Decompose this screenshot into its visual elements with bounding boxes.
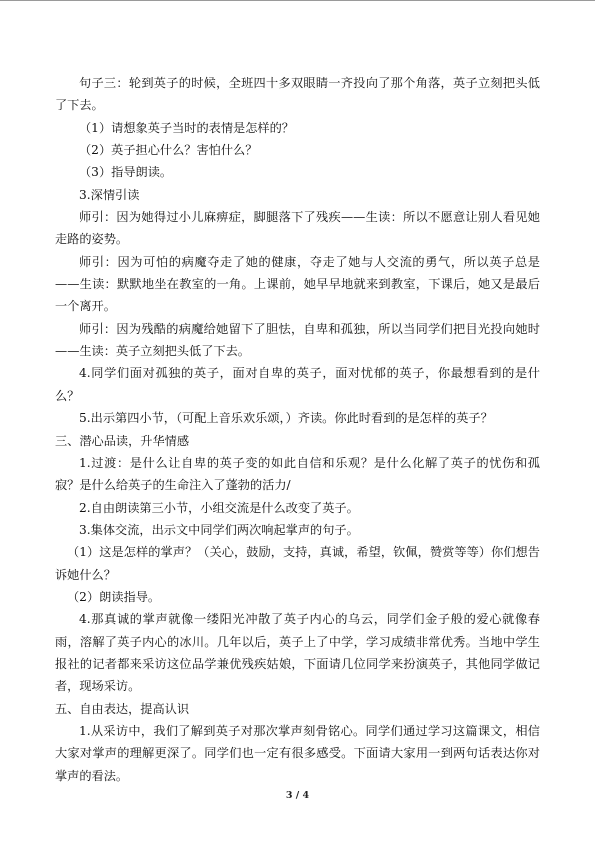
paragraph: （1）这是怎样的掌声？（关心，鼓励，支持，真诚，希望，钦佩，赞赏等等）你们想告诉她什么？	[55, 545, 540, 582]
section-heading: 三、潜心品读，升华情感	[55, 433, 190, 448]
paragraph: （1）请想象英子当时的表情是怎样的？	[79, 120, 294, 135]
paragraph: 4.同学们面对孤独的英子，面对自卑的英子，面对忧郁的英子，你最想看到的是什么？	[55, 366, 540, 403]
paragraph: （2）朗读指导。	[67, 589, 161, 604]
paragraph: 5.出示第四小节，（可配上音乐欢乐颂，）齐读。你此时看到的是怎样的英子？	[79, 411, 493, 426]
document-body	[55, 72, 540, 787]
paragraph: 师引：因为残酷的病魔给她留下了胆怯，自卑和孤独，所以当同学们把目光投向她时——生读：英子立刻把头低了下去。	[55, 321, 540, 359]
paragraph: 师引：因为她得过小儿麻痹症，脚腿落下了残疾——生读：所以不愿意让别人看见她走路的姿势。	[55, 210, 540, 247]
top-rule	[0, 0, 595, 1]
paragraph: 句子三：轮到英子的时候，全班四十多双眼睛一齐投向了那个角落，英子立刻把头低了下去。	[55, 76, 540, 113]
paragraph: （3）指导朗读。	[79, 165, 173, 180]
paragraph: 1.从采访中，我们了解到英子对那次掌声刻骨铭心。同学们通过学习这篇课文，相信大家对掌声的理解更深了。同学们也一定有很多感受。下面请大家用一到两句话表达你对掌声的看法。	[55, 723, 540, 783]
paragraph: 3.集体交流，出示文中同学们两次响起掌声的句子。	[79, 522, 359, 537]
section-heading: 五、自由表达，提高认识	[55, 701, 190, 716]
paragraph: 2.自由朗读第三小节，小组交流是什么改变了英子。	[79, 500, 359, 515]
paragraph: 4.那真诚的掌声就像一缕阳光冲散了英子内心的乌云，同学们金子般的爱心就像春雨，溶解了英子内心的冰川。几年以后，英子上了中学，学习成绩非常优秀。当地中学生报社的记者都来采访这位品学兼优残疾姑娘，下面请几位同学来扮演英子，其他同学做记者，现场采访。	[55, 612, 540, 694]
paragraph: 师引：因为可怕的病魔夺走了她的健康，夺走了她与人交流的勇气，所以英子总是——生读：默默地坐在教室的一角。上课前，她早早地就来到教室，下课后，她又是最后一个离开。	[55, 254, 540, 314]
page-number: 3 / 4	[285, 790, 310, 801]
paragraph: （2）英子担心什么？害怕什么？	[79, 143, 258, 158]
paragraph: 1.过渡：是什么让自卑的英子变的如此自信和乐观？是什么化解了英子的忧伤和孤寂？是什么给英子的生命注入了蓬勃的活力/	[55, 455, 540, 493]
paragraph: 3.深情引读	[79, 187, 140, 202]
